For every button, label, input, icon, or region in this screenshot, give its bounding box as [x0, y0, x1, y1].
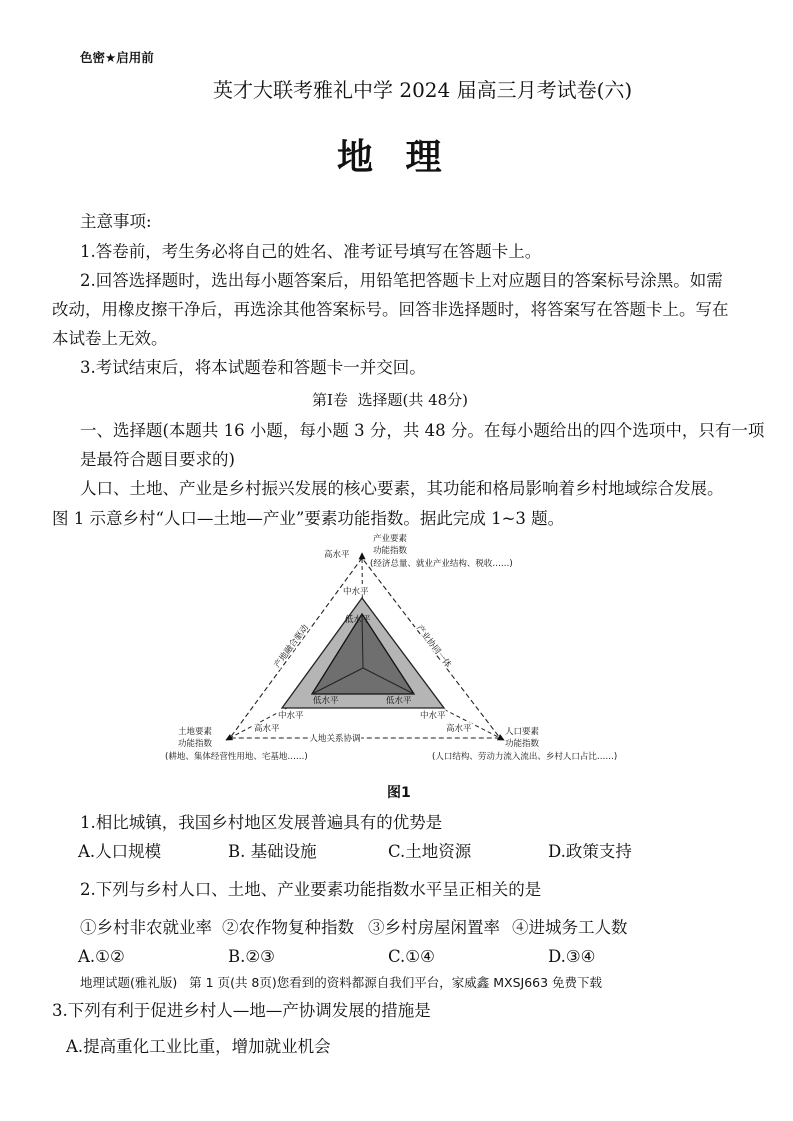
edge-label-right: 产业协同一体: [413, 623, 453, 670]
q3-option-a: A.提高重化工业比重，增加就业机会: [66, 1037, 331, 1056]
notice-line: 2.回答选择题时，选出每小题答案后，用铅笔把答题卡上对应题目的答案标号涂黑。如需: [80, 271, 723, 290]
q1-option-d: D.政策支持: [548, 842, 632, 861]
q3-stem: 3.下列有利于促进乡村人—地—产协调发展的措施是: [52, 1001, 431, 1020]
confidential-mark: 色密★启用前: [80, 50, 154, 65]
notice-line: 3.考试结束后，将本试题卷和答题卡一并交回。: [80, 358, 426, 377]
q2-statement-2: ②农作物复种指数: [222, 918, 354, 937]
land-factor-subtitle: 功能指数: [178, 739, 213, 749]
q2-option-b: B.②③: [228, 947, 275, 966]
edge-label-bottom: 人地关系协调: [309, 734, 361, 744]
population-factor-title: 人口要素: [505, 727, 540, 737]
industry-factor-subtitle: 功能指数: [373, 546, 408, 556]
level-label-high: 高水平: [254, 724, 280, 734]
q2-statement-4: ④进城务工人数: [512, 918, 628, 937]
population-factor-examples: (人口结构、劳动力流入流出、乡村人口占比……): [432, 752, 618, 762]
land-factor-examples: (耕地、集体经营性用地、宅基地……): [165, 752, 308, 762]
level-label-low: 低水平: [313, 696, 339, 706]
level-label-mid: 中水平: [343, 587, 369, 597]
q2-statement-1: ①乡村非农就业率: [80, 918, 212, 937]
notice-line: 1.答卷前，考生务必将自己的姓名、准考证号填写在答题卡上。: [80, 242, 542, 261]
part-title: 第Ⅰ卷 选择题(共 48分): [312, 391, 469, 409]
section-instructions: 一、选择题(本题共 16 小题，每小题 3 分，共 48 分。在每小题给出的四个选项中，只有一项: [80, 421, 765, 440]
population-factor-subtitle: 功能指数: [505, 739, 540, 749]
section-instructions: 是最符合题目要求的): [80, 450, 235, 469]
notice-line: 改动，用橡皮擦干净后，再选涂其他答案标号。回答非选择题时，将答案写在答题卡上。写在: [52, 300, 729, 319]
q1-option-c: C.土地资源: [388, 842, 472, 861]
q2-statement-3: ③乡村房屋闲置率: [368, 918, 500, 937]
level-label-mid: 中水平: [420, 711, 446, 721]
q2-option-c: C.①④: [388, 947, 435, 966]
q2-option-d: D.③④: [548, 947, 596, 966]
figure-1-diagram: [150, 526, 650, 768]
level-label-high: 高水平: [446, 724, 472, 734]
edge-label-left: 产地融合驱动: [272, 623, 311, 671]
level-label-high: 高水平: [324, 550, 350, 560]
material-text: 人口、土地、产业是乡村振兴发展的核心要素，其功能和格局影响着乡村地域综合发展。: [80, 479, 724, 498]
q1-option-b: B. 基础设施: [228, 842, 317, 861]
notice-heading: 主意事项:: [80, 212, 152, 231]
exam-title: 英才大联考雅礼中学 2024 届高三月考试卷(六): [213, 78, 633, 102]
q2-stem: 2.下列与乡村人口、土地、产业要素功能指数水平呈正相关的是: [80, 880, 542, 899]
notice-line: 本试卷上无效。: [52, 329, 168, 348]
page-footer: 地理试题(雅礼版) 第 1 页(共 8页)您看到的资料都源自我们平台，家威鑫 MXSJ663 免费下载: [80, 975, 603, 990]
figure-caption: 图1: [387, 785, 411, 801]
level-label-low: 低水平: [386, 696, 412, 706]
q2-option-a: A.①②: [78, 947, 125, 966]
level-label-low: 低水平: [345, 615, 371, 625]
industry-factor-examples: (经济总量、就业产业结构、税收……): [370, 559, 513, 569]
industry-factor-title: 产业要素: [373, 534, 408, 544]
q1-option-a: A.人口规模: [78, 842, 162, 861]
level-label-mid: 中水平: [278, 711, 304, 721]
material-text: 图 1 示意乡村“人口—土地—产业”要素功能指数。据此完成 1~3 题。: [52, 509, 565, 528]
q1-stem: 1.相比城镇，我国乡村地区发展普遍具有的优势是: [80, 813, 443, 832]
land-factor-title: 土地要素: [178, 727, 213, 737]
subject-title: 地 理: [337, 136, 442, 178]
